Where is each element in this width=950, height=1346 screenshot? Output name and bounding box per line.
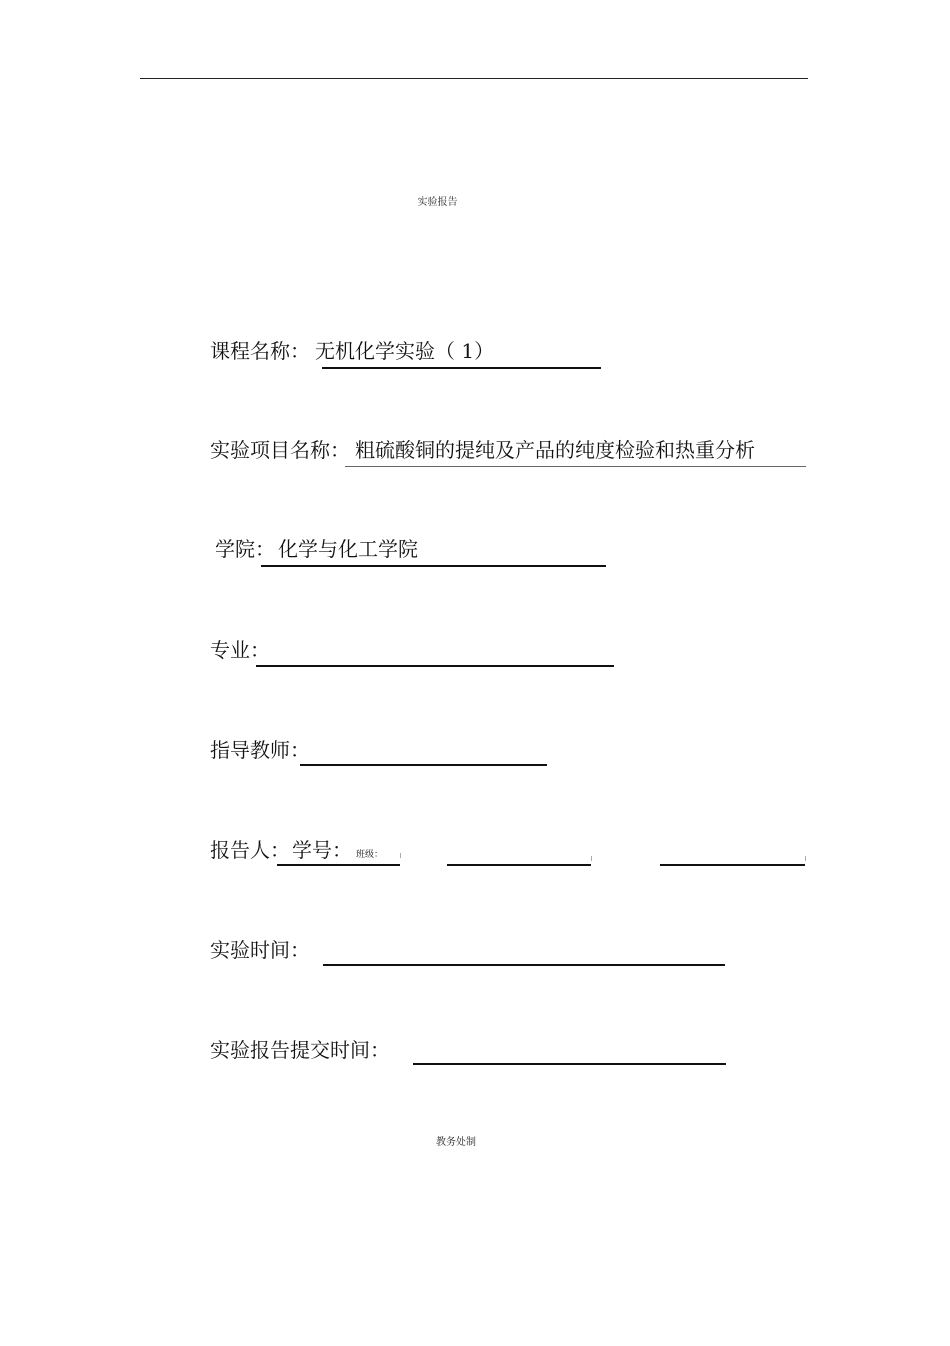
field-tick <box>400 853 401 858</box>
major-field[interactable] <box>256 665 614 667</box>
class-field[interactable] <box>660 864 805 866</box>
reporter-field[interactable] <box>277 864 400 866</box>
advisor-field[interactable] <box>300 764 547 766</box>
project-value: 粗硫酸铜的提纯及产品的纯度检验和热重分析 <box>355 438 755 462</box>
student-id-label: 学号： <box>292 838 352 862</box>
reporter-label: 报告人： <box>210 838 290 862</box>
experiment-time-label: 实验时间： <box>210 938 310 962</box>
course-underline <box>322 367 601 369</box>
document-title: 实验报告 <box>417 197 458 208</box>
student-id-field[interactable] <box>447 864 591 866</box>
course-value: 无机化学实验（ 1） <box>315 339 495 363</box>
college-label: 学院： <box>215 537 275 561</box>
field-tick <box>805 856 806 861</box>
college-underline <box>261 565 606 567</box>
header-rule <box>140 78 808 79</box>
college-value: 化学与化工学院 <box>278 537 418 561</box>
project-label: 实验项目名称： <box>210 438 350 462</box>
experiment-time-field[interactable] <box>323 964 725 966</box>
class-label: 班级： <box>356 850 384 860</box>
footer-issuer: 教务处制 <box>436 1137 476 1148</box>
submit-time-label: 实验报告提交时间： <box>210 1038 390 1062</box>
project-underline <box>345 466 806 467</box>
submit-time-field[interactable] <box>413 1063 726 1065</box>
major-label: 专业： <box>210 638 270 662</box>
field-tick <box>591 856 592 861</box>
course-label: 课程名称： <box>210 339 310 363</box>
advisor-label: 指导教师： <box>210 738 310 762</box>
